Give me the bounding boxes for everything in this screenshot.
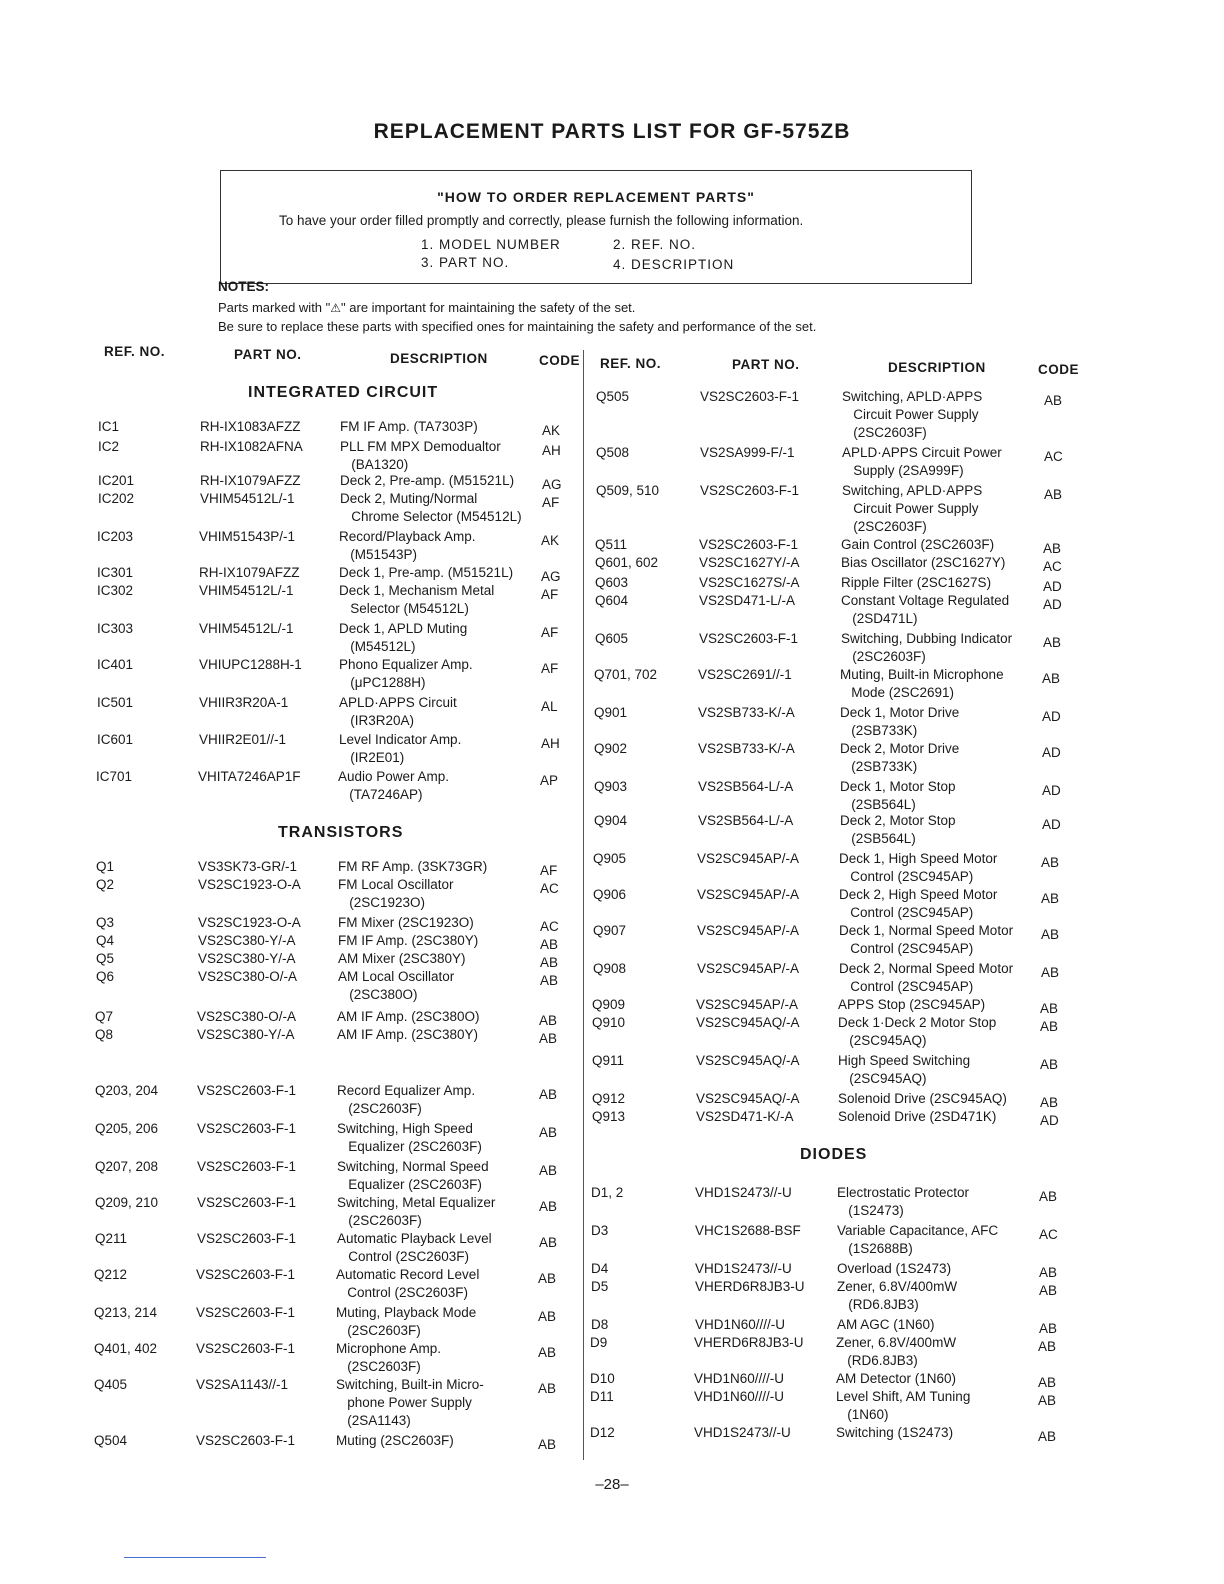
ref-no: Q211 [95, 1231, 128, 1246]
page-title: REPLACEMENT PARTS LIST FOR GF-575ZB [373, 120, 851, 143]
ref-no: IC501 [97, 695, 134, 710]
part-no: VS3SK73-GR/-1 [198, 859, 298, 874]
ref-no: IC1 [98, 419, 120, 434]
description: Constant Voltage Regulated (2SD471L) [841, 593, 1010, 626]
ref-no: IC701 [96, 769, 133, 784]
price-code: AG [541, 569, 561, 584]
price-code: AB [539, 1163, 558, 1178]
price-code: AB [1044, 487, 1063, 502]
ref-no: Q903 [594, 779, 628, 794]
ref-no: Q508 [596, 445, 630, 460]
description: Muting (2SC2603F) [336, 1433, 454, 1448]
description: Level Shift, AM Tuning (1N60) [836, 1389, 971, 1422]
part-no: VHIM51543P/-1 [199, 529, 296, 544]
description: Deck 2, Motor Drive (2SB733K) [840, 741, 960, 774]
part-no: VS2SD471-L/-A [699, 593, 796, 608]
part-no: VS2SD471-K/-A [696, 1109, 794, 1124]
description: Muting, Playback Mode (2SC2603F) [336, 1305, 477, 1338]
price-code: AD [1042, 745, 1061, 760]
ref-no: Q205, 206 [95, 1121, 159, 1136]
ref-no: Q7 [95, 1009, 114, 1024]
header-code-left: CODE [539, 353, 581, 368]
part-no: RH-IX1079AFZZ [200, 473, 301, 488]
ref-no: Q203, 204 [95, 1083, 159, 1098]
ref-no: D11 [590, 1389, 614, 1404]
description: Deck 2, Motor Stop (2SB564L) [840, 813, 956, 846]
price-code: AB [539, 1125, 558, 1140]
description: Deck 2, Normal Speed Motor Control (2SC945AP) [839, 961, 1014, 994]
price-code: AB [1039, 1321, 1058, 1336]
part-no: VHD1S2473//-U [694, 1425, 791, 1440]
order-item-ref-no: 2. REF. NO. [613, 237, 697, 252]
ref-no: Q906 [593, 887, 627, 902]
ref-no: Q911 [592, 1053, 625, 1068]
ref-no: Q2 [96, 877, 115, 892]
description: Microphone Amp. (2SC2603F) [336, 1341, 442, 1374]
ref-no: D1, 2 [591, 1185, 624, 1200]
description: APLD·APPS Circuit (IR3R20A) [339, 695, 457, 728]
part-no: VS2SC2603-F-1 [197, 1083, 297, 1098]
part-no: VS2SC1923-O-A [198, 877, 301, 892]
description: Deck 1, Motor Drive (2SB733K) [840, 705, 960, 738]
part-no: VS2SC2603-F-1 [197, 1195, 297, 1210]
ref-no: Q5 [96, 951, 115, 966]
price-code: AB [1041, 855, 1060, 870]
warning-triangle-icon: ⚠ [330, 301, 342, 315]
ref-no: D5 [591, 1279, 609, 1294]
part-no: VS2SC380-Y/-A [198, 933, 296, 948]
price-code: AB [538, 1309, 557, 1324]
description: Automatic Record Level Control (2SC2603F) [336, 1267, 480, 1300]
ref-no: Q4 [96, 933, 115, 948]
part-no: VHD1S2473//-U [695, 1185, 792, 1200]
price-code: AB [1041, 965, 1060, 980]
price-code: AD [1042, 817, 1061, 832]
ref-no: Q907 [593, 923, 627, 938]
price-code: AB [1039, 1283, 1058, 1298]
header-part-right: PART NO. [732, 357, 800, 372]
description: Switching, APLD·APPS Circuit Power Supply (2SC2603F) [842, 483, 983, 534]
price-code: AD [1040, 1113, 1059, 1128]
description: Switching, Built-in Micro- phone Power Supply (2SA1143) [336, 1377, 484, 1428]
price-code: AD [1043, 597, 1062, 612]
description: Zener, 6.8V/400mW (RD6.8JB3) [836, 1335, 957, 1368]
price-code: AC [1044, 449, 1063, 464]
part-no: RH-IX1079AFZZ [199, 565, 300, 580]
part-no: VS2SC945AQ/-A [696, 1015, 800, 1030]
description: APPS Stop (2SC945AP) [838, 997, 986, 1012]
part-no: VS2SC945AP/-A [696, 997, 799, 1012]
part-no: VHIIR3R20A-1 [199, 695, 289, 710]
ref-no: D4 [591, 1261, 609, 1276]
ref-no: IC601 [97, 732, 134, 747]
ref-no: Q605 [595, 631, 629, 646]
part-no: VHITA7246AP1F [198, 769, 301, 784]
ref-no: D3 [591, 1223, 609, 1238]
note-replace-parts: Be sure to replace these parts with specified ones for maintaining the safety and performance of the set. [218, 319, 817, 334]
part-no: VS2SC945AQ/-A [696, 1053, 800, 1068]
ref-no: IC401 [97, 657, 134, 672]
description: FM RF Amp. (3SK73GR) [338, 859, 488, 874]
part-no: RH-IX1083AFZZ [200, 419, 301, 434]
note-line1-pre: Parts marked with " [218, 300, 331, 315]
part-no: VS2SC2603-F-1 [196, 1433, 296, 1448]
ref-no: Q509, 510 [596, 483, 660, 498]
part-no: VHERD6R8JB3-U [695, 1279, 805, 1294]
part-no: VS2SA1143//-1 [196, 1377, 289, 1392]
section-integrated-circuit: INTEGRATED CIRCUIT [248, 384, 439, 401]
description: High Speed Switching (2SC945AQ) [838, 1053, 971, 1086]
price-code: AB [539, 1199, 558, 1214]
price-code: AB [539, 1013, 558, 1028]
header-code-right: CODE [1038, 362, 1080, 377]
price-code: AB [539, 1031, 558, 1046]
description: Electrostatic Protector (1S2473) [837, 1185, 970, 1218]
part-no: VS2SB733-K/-A [698, 705, 795, 720]
ref-no: Q908 [593, 961, 627, 976]
part-no: VHIIR2E01//-1 [199, 732, 287, 747]
column-divider [583, 350, 584, 1460]
section-transistors: TRANSISTORS [278, 824, 404, 841]
price-code: AB [540, 973, 559, 988]
part-no: VS2SC2603-F-1 [700, 389, 800, 404]
part-no: VS2SC2603-F-1 [197, 1159, 297, 1174]
part-no: VHIM54512L/-1 [199, 621, 294, 636]
ref-no: IC201 [98, 473, 135, 488]
description: Muting, Built-in Microphone Mode (2SC2691) [840, 667, 1004, 700]
description: Level Indicator Amp. (IR2E01) [339, 732, 462, 765]
description: Deck 1, Motor Stop (2SB564L) [840, 779, 956, 812]
description: Switching (1S2473) [836, 1425, 954, 1440]
part-no: VS2SC945AP/-A [697, 923, 800, 938]
description: APLD·APPS Circuit Power Supply (2SA999F) [842, 445, 1002, 478]
ref-no: Q601, 602 [595, 555, 659, 570]
description: Deck 1, Pre-amp. (M51521L) [339, 565, 514, 580]
header-ref-right: REF. NO. [600, 356, 662, 371]
price-code: AC [540, 919, 559, 934]
part-no: VS2SC2603-F-1 [197, 1121, 297, 1136]
price-code: AK [541, 533, 560, 548]
description: Audio Power Amp. (TA7246AP) [338, 769, 450, 802]
header-part-left: PART NO. [234, 347, 302, 362]
price-code: AF [541, 587, 559, 602]
part-no: VHIUPC1288H-1 [199, 657, 302, 672]
ref-no: Q1 [96, 859, 115, 874]
price-code: AB [538, 1381, 557, 1396]
ref-no: Q902 [594, 741, 628, 756]
ref-no: Q401, 402 [94, 1341, 158, 1356]
ref-no: D10 [590, 1371, 615, 1386]
part-no: VHC1S2688-BSF [695, 1223, 801, 1238]
price-code: AL [541, 699, 558, 714]
price-code: AB [538, 1345, 557, 1360]
ref-no: Q504 [94, 1433, 128, 1448]
price-code: AC [1039, 1227, 1058, 1242]
part-no: VS2SC1627Y/-A [699, 555, 800, 570]
note-line1-post: " are important for maintaining the safety of the set. [341, 300, 636, 315]
description: Deck 2, High Speed Motor Control (2SC945AP) [839, 887, 998, 920]
ref-no: Q209, 210 [95, 1195, 159, 1210]
part-no: VHD1N60////-U [694, 1389, 785, 1404]
header-ref-left: REF. NO. [104, 344, 166, 359]
part-no: VS2SC380-Y/-A [198, 951, 296, 966]
ref-no: IC302 [97, 583, 134, 598]
price-code: AH [542, 443, 561, 458]
price-code: AB [538, 1437, 557, 1452]
price-code: AF [540, 863, 558, 878]
price-code: AB [1039, 1265, 1058, 1280]
description: AM Detector (1N60) [836, 1371, 957, 1386]
part-no: VS2SC945AQ/-A [696, 1091, 800, 1106]
ref-no: Q207, 208 [95, 1159, 159, 1174]
part-no: VS2SA999-F/-1 [700, 445, 795, 460]
how-to-order-text: To have your order filled promptly and correctly, please furnish the following information. [279, 213, 804, 228]
description: Solenoid Drive (2SC945AQ) [838, 1091, 1007, 1106]
ref-no: Q511 [595, 537, 628, 552]
part-no: VS2SC2691//-1 [698, 667, 792, 682]
part-no: VS2SC380-Y/-A [197, 1027, 295, 1042]
ref-no: IC202 [98, 491, 135, 506]
note-safety-mark [218, 300, 635, 315]
part-no: VS2SB564-L/-A [698, 813, 794, 828]
price-code: AB [539, 1087, 558, 1102]
price-code: AB [1038, 1393, 1057, 1408]
footer-rule [124, 1557, 266, 1558]
description: Deck 1, Mechanism Metal Selector (M54512L) [339, 583, 495, 616]
ref-no: Q913 [592, 1109, 626, 1124]
description: Switching, High Speed Equalizer (2SC2603F) [337, 1121, 482, 1154]
price-code: AB [1043, 635, 1062, 650]
ref-no: D8 [591, 1317, 609, 1332]
description: Gain Control (2SC2603F) [841, 537, 995, 552]
ref-no: Q212 [94, 1267, 128, 1282]
ref-no: D9 [590, 1335, 608, 1350]
part-no: VS2SC945AP/-A [697, 961, 800, 976]
price-code: AB [540, 955, 559, 970]
part-no: VHD1N60////-U [695, 1317, 786, 1332]
notes-label: NOTES: [218, 279, 270, 294]
price-code: AB [1041, 927, 1060, 942]
ref-no: IC2 [98, 439, 120, 454]
price-code: AD [1042, 783, 1061, 798]
price-code: AB [1041, 891, 1060, 906]
price-code: AC [1043, 559, 1062, 574]
price-code: AB [1038, 1339, 1057, 1354]
description: Bias Oscillator (2SC1627Y) [841, 555, 1006, 570]
description: AM Local Oscillator (2SC380O) [338, 969, 455, 1002]
part-no: VS2SC380-O/-A [197, 1009, 297, 1024]
part-no: VS2SC2603-F-1 [700, 483, 800, 498]
price-code: AB [1038, 1375, 1057, 1390]
part-no: VS2SC945AP/-A [697, 851, 800, 866]
description: PLL FM MPX Demodualtor (BA1320) [340, 439, 501, 472]
part-no: VS2SC2603-F-1 [196, 1341, 296, 1356]
description: Record/Playback Amp. (M51543P) [339, 529, 476, 562]
price-code: AB [1042, 671, 1061, 686]
part-no: VHD1S2473//-U [695, 1261, 792, 1276]
how-to-order-box [220, 170, 972, 284]
part-no: VHERD6R8JB3-U [694, 1335, 804, 1350]
description: Overload (1S2473) [837, 1261, 952, 1276]
price-code: AC [540, 881, 559, 896]
part-no: VHIM54512L/-1 [199, 583, 294, 598]
part-no: VS2SC380-O/-A [198, 969, 298, 984]
description: FM IF Amp. (TA7303P) [340, 419, 478, 434]
ref-no: Q3 [96, 915, 115, 930]
description: AM IF Amp. (2SC380Y) [337, 1027, 479, 1042]
ref-no: Q909 [592, 997, 626, 1012]
price-code: AB [1043, 541, 1062, 556]
price-code: AB [539, 1235, 558, 1250]
part-no: VS2SB733-K/-A [698, 741, 795, 756]
ref-no: Q910 [592, 1015, 626, 1030]
part-no: VS2SC2603-F-1 [699, 631, 799, 646]
ref-no: Q604 [595, 593, 629, 608]
ref-no: D12 [590, 1425, 615, 1440]
ref-no: Q405 [94, 1377, 128, 1392]
price-code: AF [542, 495, 560, 510]
ref-no: Q505 [596, 389, 630, 404]
description: Automatic Playback Level Control (2SC2603F) [337, 1231, 492, 1264]
price-code: AB [540, 937, 559, 952]
section-diodes: DIODES [800, 1146, 868, 1163]
description: Record Equalizer Amp. (2SC2603F) [337, 1083, 476, 1116]
ref-no: Q905 [593, 851, 627, 866]
ref-no: Q213, 214 [94, 1305, 158, 1320]
price-code: AF [541, 661, 559, 676]
ref-no: Q8 [95, 1027, 114, 1042]
price-code: AH [541, 736, 560, 751]
description: Switching, Metal Equalizer (2SC2603F) [337, 1195, 496, 1228]
part-no: VS2SC945AP/-A [697, 887, 800, 902]
description: Switching, APLD·APPS Circuit Power Supply (2SC2603F) [842, 389, 983, 440]
price-code: AD [1042, 709, 1061, 724]
price-code: AG [542, 477, 562, 492]
description: AM IF Amp. (2SC380O) [337, 1009, 480, 1024]
description: Switching, Normal Speed Equalizer (2SC2603F) [337, 1159, 489, 1192]
part-no: VHIM54512L/-1 [200, 491, 295, 506]
price-code: AB [1039, 1189, 1058, 1204]
ref-no: IC203 [97, 529, 134, 544]
ref-no: Q912 [592, 1091, 626, 1106]
price-code: AD [1043, 579, 1062, 594]
part-no: VS2SC1627S/-A [699, 575, 800, 590]
description: Deck 1, High Speed Motor Control (2SC945AP) [839, 851, 998, 884]
part-no: VS2SC2603-F-1 [699, 537, 799, 552]
order-item-part-no: 3. PART NO. [421, 255, 510, 270]
description: Deck 1·Deck 2 Motor Stop (2SC945AQ) [838, 1015, 997, 1048]
ref-no: Q6 [96, 969, 115, 984]
ref-no: IC301 [97, 565, 134, 580]
description: Deck 2, Muting/Normal Chrome Selector (M54512L) [340, 491, 522, 524]
part-no: VS2SC2603-F-1 [196, 1305, 296, 1320]
description: AM AGC (1N60) [837, 1317, 935, 1332]
part-no: VHD1N60////-U [694, 1371, 785, 1386]
description: Deck 2, Pre-amp. (M51521L) [340, 473, 515, 488]
ref-no: Q701, 702 [594, 667, 658, 682]
description: Solenoid Drive (2SD471K) [838, 1109, 997, 1124]
price-code: AB [1040, 1057, 1059, 1072]
part-no: VS2SC2603-F-1 [197, 1231, 297, 1246]
page-number: –28– [595, 1476, 629, 1493]
price-code: AB [1038, 1429, 1057, 1444]
price-code: AB [538, 1271, 557, 1286]
description: Variable Capacitance, AFC (1S2688B) [837, 1223, 999, 1256]
part-no: RH-IX1082AFNA [200, 439, 303, 454]
ref-no: Q603 [595, 575, 629, 590]
description: Phono Equalizer Amp. (μPC1288H) [339, 657, 473, 690]
price-code: AB [1040, 1095, 1059, 1110]
price-code: AF [541, 625, 559, 640]
description: FM Local Oscillator (2SC1923O) [338, 877, 454, 910]
price-code: AB [1040, 1001, 1059, 1016]
price-code: AB [1044, 393, 1063, 408]
description: AM Mixer (2SC380Y) [338, 951, 466, 966]
part-no: VS2SC2603-F-1 [196, 1267, 296, 1282]
description: Zener, 6.8V/400mW (RD6.8JB3) [837, 1279, 958, 1312]
ref-no: IC303 [97, 621, 134, 636]
description: Switching, Dubbing Indicator (2SC2603F) [841, 631, 1013, 664]
header-desc-left: DESCRIPTION [390, 351, 488, 366]
part-no: VS2SC1923-O-A [198, 915, 301, 930]
ref-no: Q904 [594, 813, 628, 828]
price-code: AK [542, 423, 561, 438]
part-no: VS2SB564-L/-A [698, 779, 794, 794]
price-code: AB [1040, 1019, 1059, 1034]
price-code: AP [540, 773, 559, 788]
description: Ripple Filter (2SC1627S) [841, 575, 992, 590]
description: Deck 1, APLD Muting (M54512L) [339, 621, 468, 654]
description: FM Mixer (2SC1923O) [338, 915, 474, 930]
how-to-order-heading: "HOW TO ORDER REPLACEMENT PARTS" [437, 189, 755, 205]
order-item-model-number: 1. MODEL NUMBER [421, 237, 561, 252]
description: Deck 1, Normal Speed Motor Control (2SC945AP) [839, 923, 1014, 956]
header-desc-right: DESCRIPTION [888, 360, 986, 375]
ref-no: Q901 [594, 705, 628, 720]
description: FM IF Amp. (2SC380Y) [338, 933, 479, 948]
order-item-description: 4. DESCRIPTION [613, 257, 735, 272]
